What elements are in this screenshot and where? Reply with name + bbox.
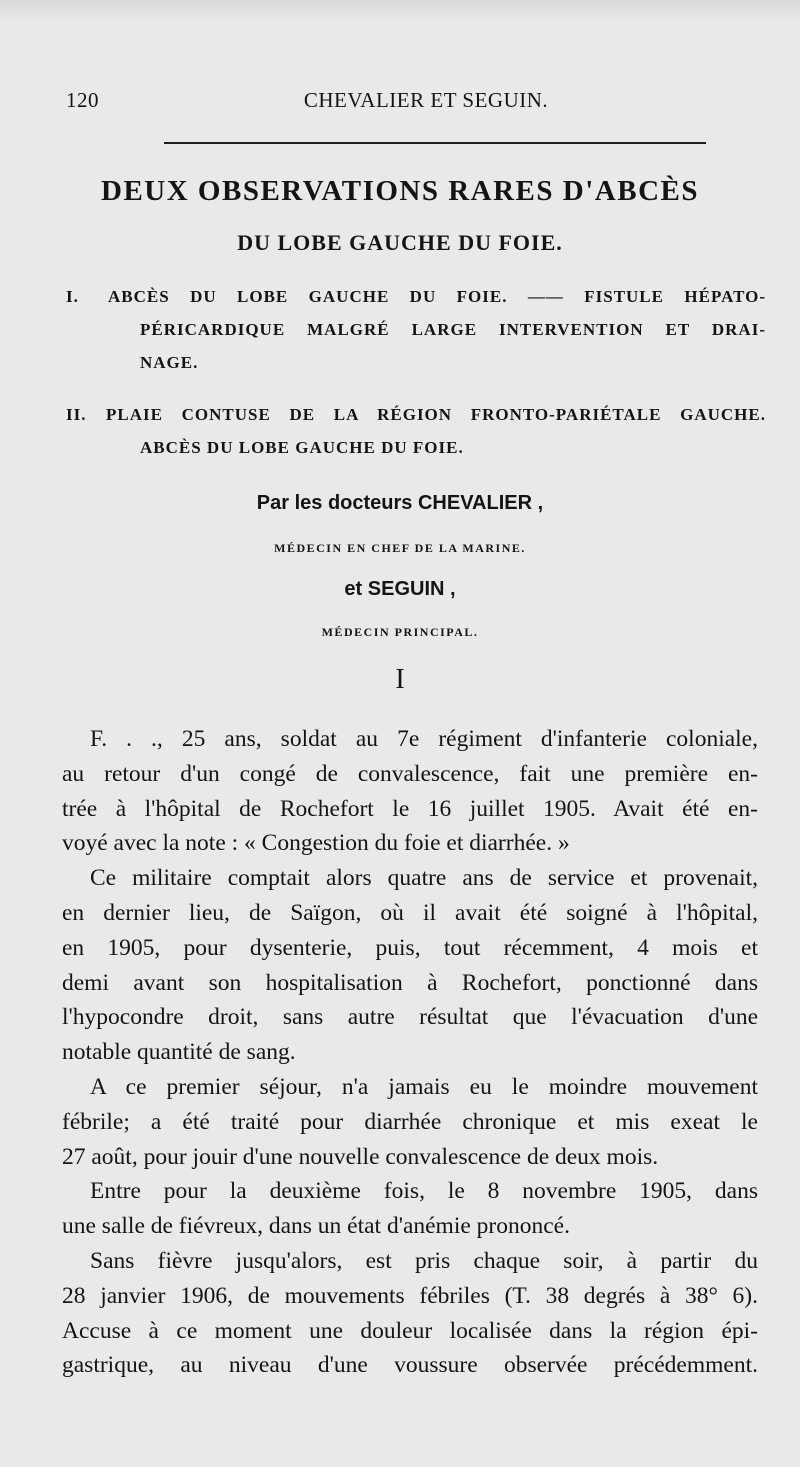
body-line: F. . ., 25 ans, soldat au 7e régiment d'infanterie coloniale, <box>90 726 758 752</box>
author-line-2: et SEGUIN , <box>344 578 456 600</box>
item-number: II. <box>66 405 87 424</box>
body-line: Entre pour la deuxième fois, le 8 novembre 1905, dans <box>90 1178 758 1205</box>
scan-edge <box>0 0 800 24</box>
body-line: gastrique, au niveau d'une voussure observée précédemment. <box>62 1352 758 1379</box>
body-line: 27 août, pour jouir d'une nouvelle convalescence de deux mois. <box>62 1143 659 1170</box>
header-rule <box>164 142 706 144</box>
page-number: 120 <box>66 88 99 112</box>
author-rank-2: MÉDECIN PRINCIPAL. <box>321 625 479 639</box>
body-line: notable quantité de sang. <box>62 1039 296 1066</box>
item-line: PÉRICARDIQUE MALGRÉ LARGE INTERVENTION ET DRAI- <box>140 320 766 339</box>
body-line: fébrile; a été traité pour diarrhée chronique et mis exeat le <box>62 1108 758 1135</box>
author-line-1: Par les docteurs CHEVALIER , <box>256 492 544 514</box>
item-line: ABCÈS DU LOBE GAUCHE DU FOIE. —— FISTULE HÉPATO- <box>108 287 766 306</box>
running-title: CHEVALIER ET SEGUIN. <box>303 88 549 112</box>
item-line: NAGE. <box>140 353 199 372</box>
article-title: DEUX OBSERVATIONS RARES D'ABCÈS <box>101 175 699 207</box>
item-line: ABCÈS DU LOBE GAUCHE DU FOIE. <box>140 438 464 457</box>
body-line: en dernier lieu, de Saïgon, où il avait été soigné à l'hôpital, <box>62 899 758 926</box>
body-line: Accuse à ce moment une douleur localisée dans la région épi- <box>62 1317 758 1344</box>
running-header <box>66 88 766 118</box>
body-line: une salle de fiévreux, dans un état d'anémie prononcé. <box>62 1213 570 1240</box>
body-line: 28 janvier 1906, de mouvements fébriles (T. 38 degrés à 38° 6). <box>62 1282 758 1309</box>
body-text <box>62 722 758 1383</box>
item-number: I. <box>66 287 79 306</box>
body-line: au retour d'un congé de convalescence, fait une première en- <box>62 760 758 787</box>
article-subtitle: DU LOBE GAUCHE DU FOIE. <box>237 230 563 255</box>
body-line: voyé avec la note : « Congestion du foie et diarrhée. » <box>62 830 570 857</box>
body-line: trée à l'hôpital de Rochefort le 16 juillet 1905. Avait été en- <box>62 795 758 822</box>
item-line: PLAIE CONTUSE DE LA RÉGION FRONTO-PARIÉTALE GAUCHE. <box>106 405 766 424</box>
author-rank-1: MÉDECIN EN CHEF DE LA MARINE. <box>274 541 526 555</box>
body-line: en 1905, pour dysenterie, puis, tout récemment, 4 mois et <box>62 934 758 961</box>
section-heading: I <box>395 664 405 695</box>
body-line: A ce premier séjour, n'a jamais eu le moindre mouvement <box>90 1073 758 1100</box>
body-line: l'hypocondre droit, sans autre résultat que l'évacuation d'une <box>62 1004 758 1031</box>
body-line: Ce militaire comptait alors quatre ans de service et provenait, <box>90 865 758 892</box>
body-line: Sans fièvre jusqu'alors, est pris chaque soir, à partir du <box>90 1247 758 1274</box>
observation-item-1 <box>66 280 766 379</box>
body-line: demi avant son hospitalisation à Rochefort, ponctionné dans <box>62 969 758 996</box>
observation-item-2 <box>66 398 766 464</box>
